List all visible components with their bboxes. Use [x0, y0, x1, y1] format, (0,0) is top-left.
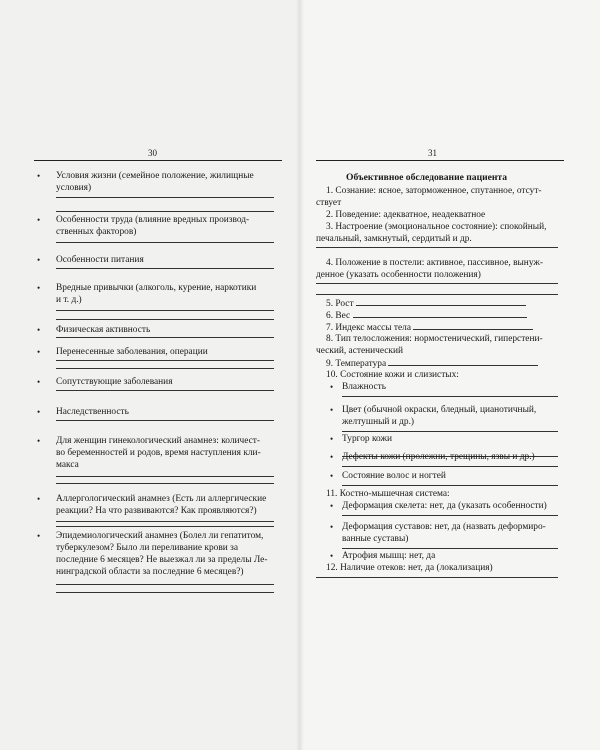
temperature-field[interactable]: [388, 357, 538, 366]
item-turgor: Тургор кожи: [342, 434, 392, 444]
item-color: Цвет (обычной окраски, бледный, цианотичный,: [342, 405, 537, 415]
item-allergy-history: Аллергологический анамнез (Есть ли аллергические: [56, 494, 267, 504]
item-living-conditions-cont: условия): [56, 183, 92, 193]
answer-line[interactable]: [56, 483, 274, 484]
answer-line[interactable]: [342, 431, 558, 432]
item-color-cont: желтушный и др.): [342, 417, 415, 427]
answer-line[interactable]: [56, 319, 274, 320]
item-consciousness-cont: ствует: [316, 198, 342, 208]
height-field[interactable]: [356, 297, 526, 306]
item-comorbidities: Сопутствующие заболевания: [56, 377, 173, 387]
item-atrophy: Атрофия мышц: нет, да: [342, 551, 436, 561]
bullet: •: [330, 405, 334, 415]
item-epidemiological-history-cont: последние 6 месяцев? Не выезжал ли за пределы Ле-: [56, 555, 268, 565]
answer-line[interactable]: [56, 420, 274, 421]
bullet: •: [330, 551, 334, 561]
item-work-features: Особенности труда (влияние вредных производ-: [56, 215, 250, 225]
answer-line[interactable]: [342, 466, 558, 467]
answer-line[interactable]: [342, 515, 558, 516]
bullet: •: [37, 171, 41, 181]
item-skeleton: Деформация скелета: нет, да (указать особенности): [342, 501, 547, 511]
answer-line[interactable]: [56, 211, 274, 212]
item-nutrition: Особенности питания: [56, 255, 144, 265]
bullet: •: [37, 531, 41, 541]
item-joints: Деформация суставов: нет, да (назвать деформиро-: [342, 522, 546, 532]
item-living-conditions: Условия жизни (семейное положение, жилищные: [56, 171, 254, 181]
bullet: •: [330, 522, 334, 532]
bullet: •: [37, 325, 41, 335]
answer-line[interactable]: [56, 592, 274, 593]
bullet: •: [37, 255, 41, 265]
answer-line[interactable]: [316, 247, 558, 248]
item-work-features-cont: ственных факторов): [56, 227, 137, 237]
answer-line[interactable]: [56, 521, 274, 522]
item-position: 4. Положение в постели: активное, пассивное, вынуж-: [326, 258, 543, 268]
book-gutter: [296, 0, 304, 750]
item-heredity: Наследственность: [56, 407, 129, 417]
item-behavior: 2. Поведение: адекватное, неадекватное: [326, 210, 486, 220]
item-height: 5. Рост: [326, 297, 526, 310]
page-number-left: 30: [148, 148, 157, 158]
answer-line[interactable]: [316, 577, 558, 578]
item-hair-nails: Состояние волос и ногтей: [342, 471, 446, 481]
header-rule-left: [34, 160, 282, 161]
item-gynecological-history: Для женщин гинекологический анамнез: количест-: [56, 436, 261, 446]
answer-line[interactable]: [56, 390, 274, 391]
item-temperature: 9. Температура: [326, 357, 538, 370]
bullet: •: [37, 494, 41, 504]
item-gynecological-history-cont: во беременностей и родов, время наступления кли-: [56, 448, 261, 458]
answer-line[interactable]: [56, 368, 274, 369]
answer-line[interactable]: [56, 476, 274, 477]
item-body-type: 8. Тип телосложения: нормостенический, гиперстени-: [326, 334, 543, 344]
item-bad-habits: Вредные привычки (алкоголь, курение, наркотики: [56, 283, 257, 293]
section-title: Объективное обследование пациента: [346, 172, 508, 183]
weight-field[interactable]: [353, 309, 527, 318]
item-humidity: Влажность: [342, 382, 387, 392]
item-body-type-cont: ческий, астенический: [316, 346, 404, 356]
answer-line[interactable]: [316, 283, 558, 284]
item-allergy-history-cont: реакции? На что развиваются? Как проявляются?): [56, 506, 257, 516]
answer-line[interactable]: [56, 360, 274, 361]
item-skin: 10. Состояние кожи и слизистых:: [326, 370, 459, 380]
item-mood-cont: печальный, замкнутый, сердитый и др.: [316, 234, 472, 244]
item-epidemiological-history-cont: нинградской области за последние 6 месяцев?): [56, 567, 244, 577]
item-musculoskeletal: 11. Костно-мышечная система:: [326, 489, 450, 499]
item-epidemiological-history-cont: туберкулезом? Было ли переливание крови за: [56, 543, 239, 553]
answer-line[interactable]: [56, 526, 274, 527]
answer-line[interactable]: [56, 337, 274, 338]
item-epidemiological-history: Эпидемиологический анамнез (Болел ли гепатитом,: [56, 531, 264, 541]
item-gynecological-history-cont: макса: [56, 460, 79, 470]
answer-line[interactable]: [342, 548, 558, 549]
item-defects: Дефекты кожи (пролежни, трещины, язвы и др.): [342, 452, 535, 462]
answer-line[interactable]: [342, 485, 558, 486]
bmi-field[interactable]: [413, 321, 533, 330]
bullet: •: [330, 452, 334, 462]
item-bad-habits-cont: и т. д.): [56, 295, 82, 305]
item-weight: 6. Вес: [326, 309, 527, 322]
answer-line[interactable]: [56, 242, 274, 243]
bullet: •: [330, 471, 334, 481]
item-consciousness: 1. Сознание: ясное, заторможенное, спутанное, отсут-: [326, 186, 542, 196]
item-past-diseases: Перенесенные заболевания, операции: [56, 347, 208, 357]
answer-line[interactable]: [56, 268, 274, 269]
bullet: •: [330, 501, 334, 511]
bullet: •: [330, 434, 334, 444]
page-number-right: 31: [428, 148, 437, 158]
item-physical-activity: Физическая активность: [56, 325, 151, 335]
item-bmi: 7. Индекс массы тела: [326, 321, 533, 334]
answer-line[interactable]: [56, 310, 274, 311]
bullet: •: [37, 436, 41, 446]
item-edema: 12. Наличие отеков: нет, да (локализация): [326, 563, 493, 573]
bullet: •: [37, 347, 41, 357]
header-rule-right: [316, 160, 564, 161]
item-joints-cont: ванные суставы): [342, 534, 409, 544]
bullet: •: [37, 377, 41, 387]
bullet: •: [330, 382, 334, 392]
bullet: •: [37, 407, 41, 417]
answer-line[interactable]: [342, 396, 558, 397]
bullet: •: [37, 283, 41, 293]
item-position-cont: денное (указать особенности положения): [316, 270, 481, 280]
answer-line[interactable]: [56, 584, 274, 585]
item-mood: 3. Настроение (эмоциональное состояние): спокойный,: [326, 222, 547, 232]
bullet: •: [37, 215, 41, 225]
answer-line[interactable]: [316, 294, 558, 295]
answer-line[interactable]: [56, 197, 274, 198]
